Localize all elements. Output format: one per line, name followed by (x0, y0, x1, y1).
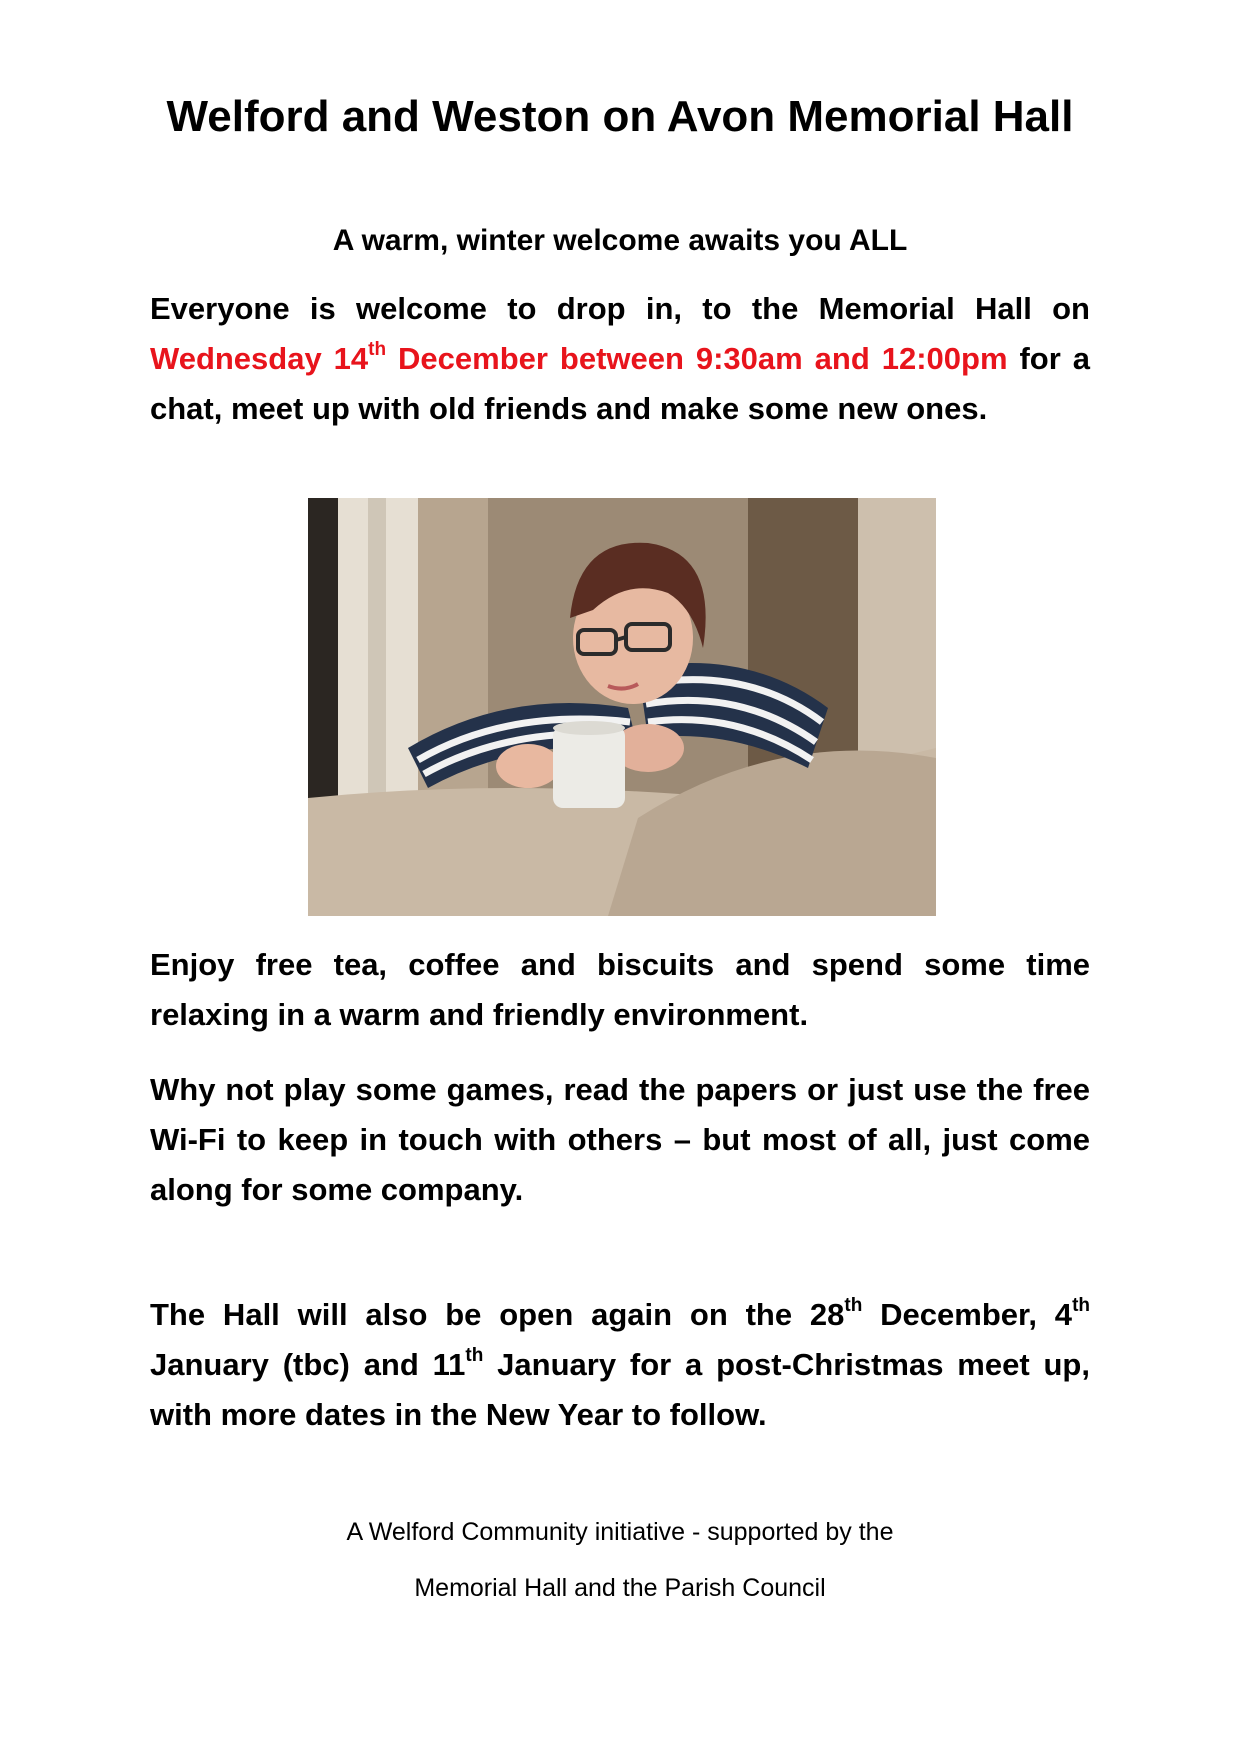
footer-line-2: Memorial Hall and the Parish Council (414, 1574, 826, 1602)
subtitle: A warm, winter welcome awaits you ALL (332, 224, 908, 257)
dates-suffix-1: th (844, 1295, 863, 1316)
intro-paragraph (150, 284, 1090, 434)
event-day: Wednesday 14 (150, 341, 369, 376)
page-title: Welford and Weston on Avon Memorial Hall (166, 92, 1074, 141)
footer-line-1: A Welford Community initiative - supported by the (346, 1518, 894, 1546)
dates-part-1: The Hall will also be open again on the 28 (150, 1297, 845, 1332)
event-time: December between 9:30am and 12:00pm (398, 341, 1008, 376)
intro-after: for a chat, meet up with old friends and make some new ones. (150, 341, 1090, 426)
dates-part-4: January for a post-Christmas meet up, with more dates in the New Year to follow. (150, 1347, 1090, 1432)
dates-paragraph (150, 1290, 1090, 1440)
woman-with-mug-photo (308, 498, 936, 916)
intro-before: Everyone is welcome to drop in, to the Memorial Hall on (150, 291, 1090, 326)
dates-part-3: January (tbc) and 11 (150, 1347, 466, 1382)
enjoy-paragraph: Enjoy free tea, coffee and biscuits and spend some time relaxing in a warm and friendly environment. (150, 947, 1090, 1032)
dates-suffix-2: th (1072, 1295, 1090, 1316)
event-date-highlight (150, 341, 1008, 376)
event-day-suffix: th (368, 339, 387, 360)
games-paragraph: Why not play some games, read the papers or just use the free Wi-Fi to keep in touch with others – but most of all, just come along for some company. (150, 1072, 1090, 1207)
photo-illustration (308, 498, 936, 916)
dates-suffix-3: th (465, 1345, 484, 1366)
dates-part-2: December, 4 (880, 1297, 1073, 1332)
